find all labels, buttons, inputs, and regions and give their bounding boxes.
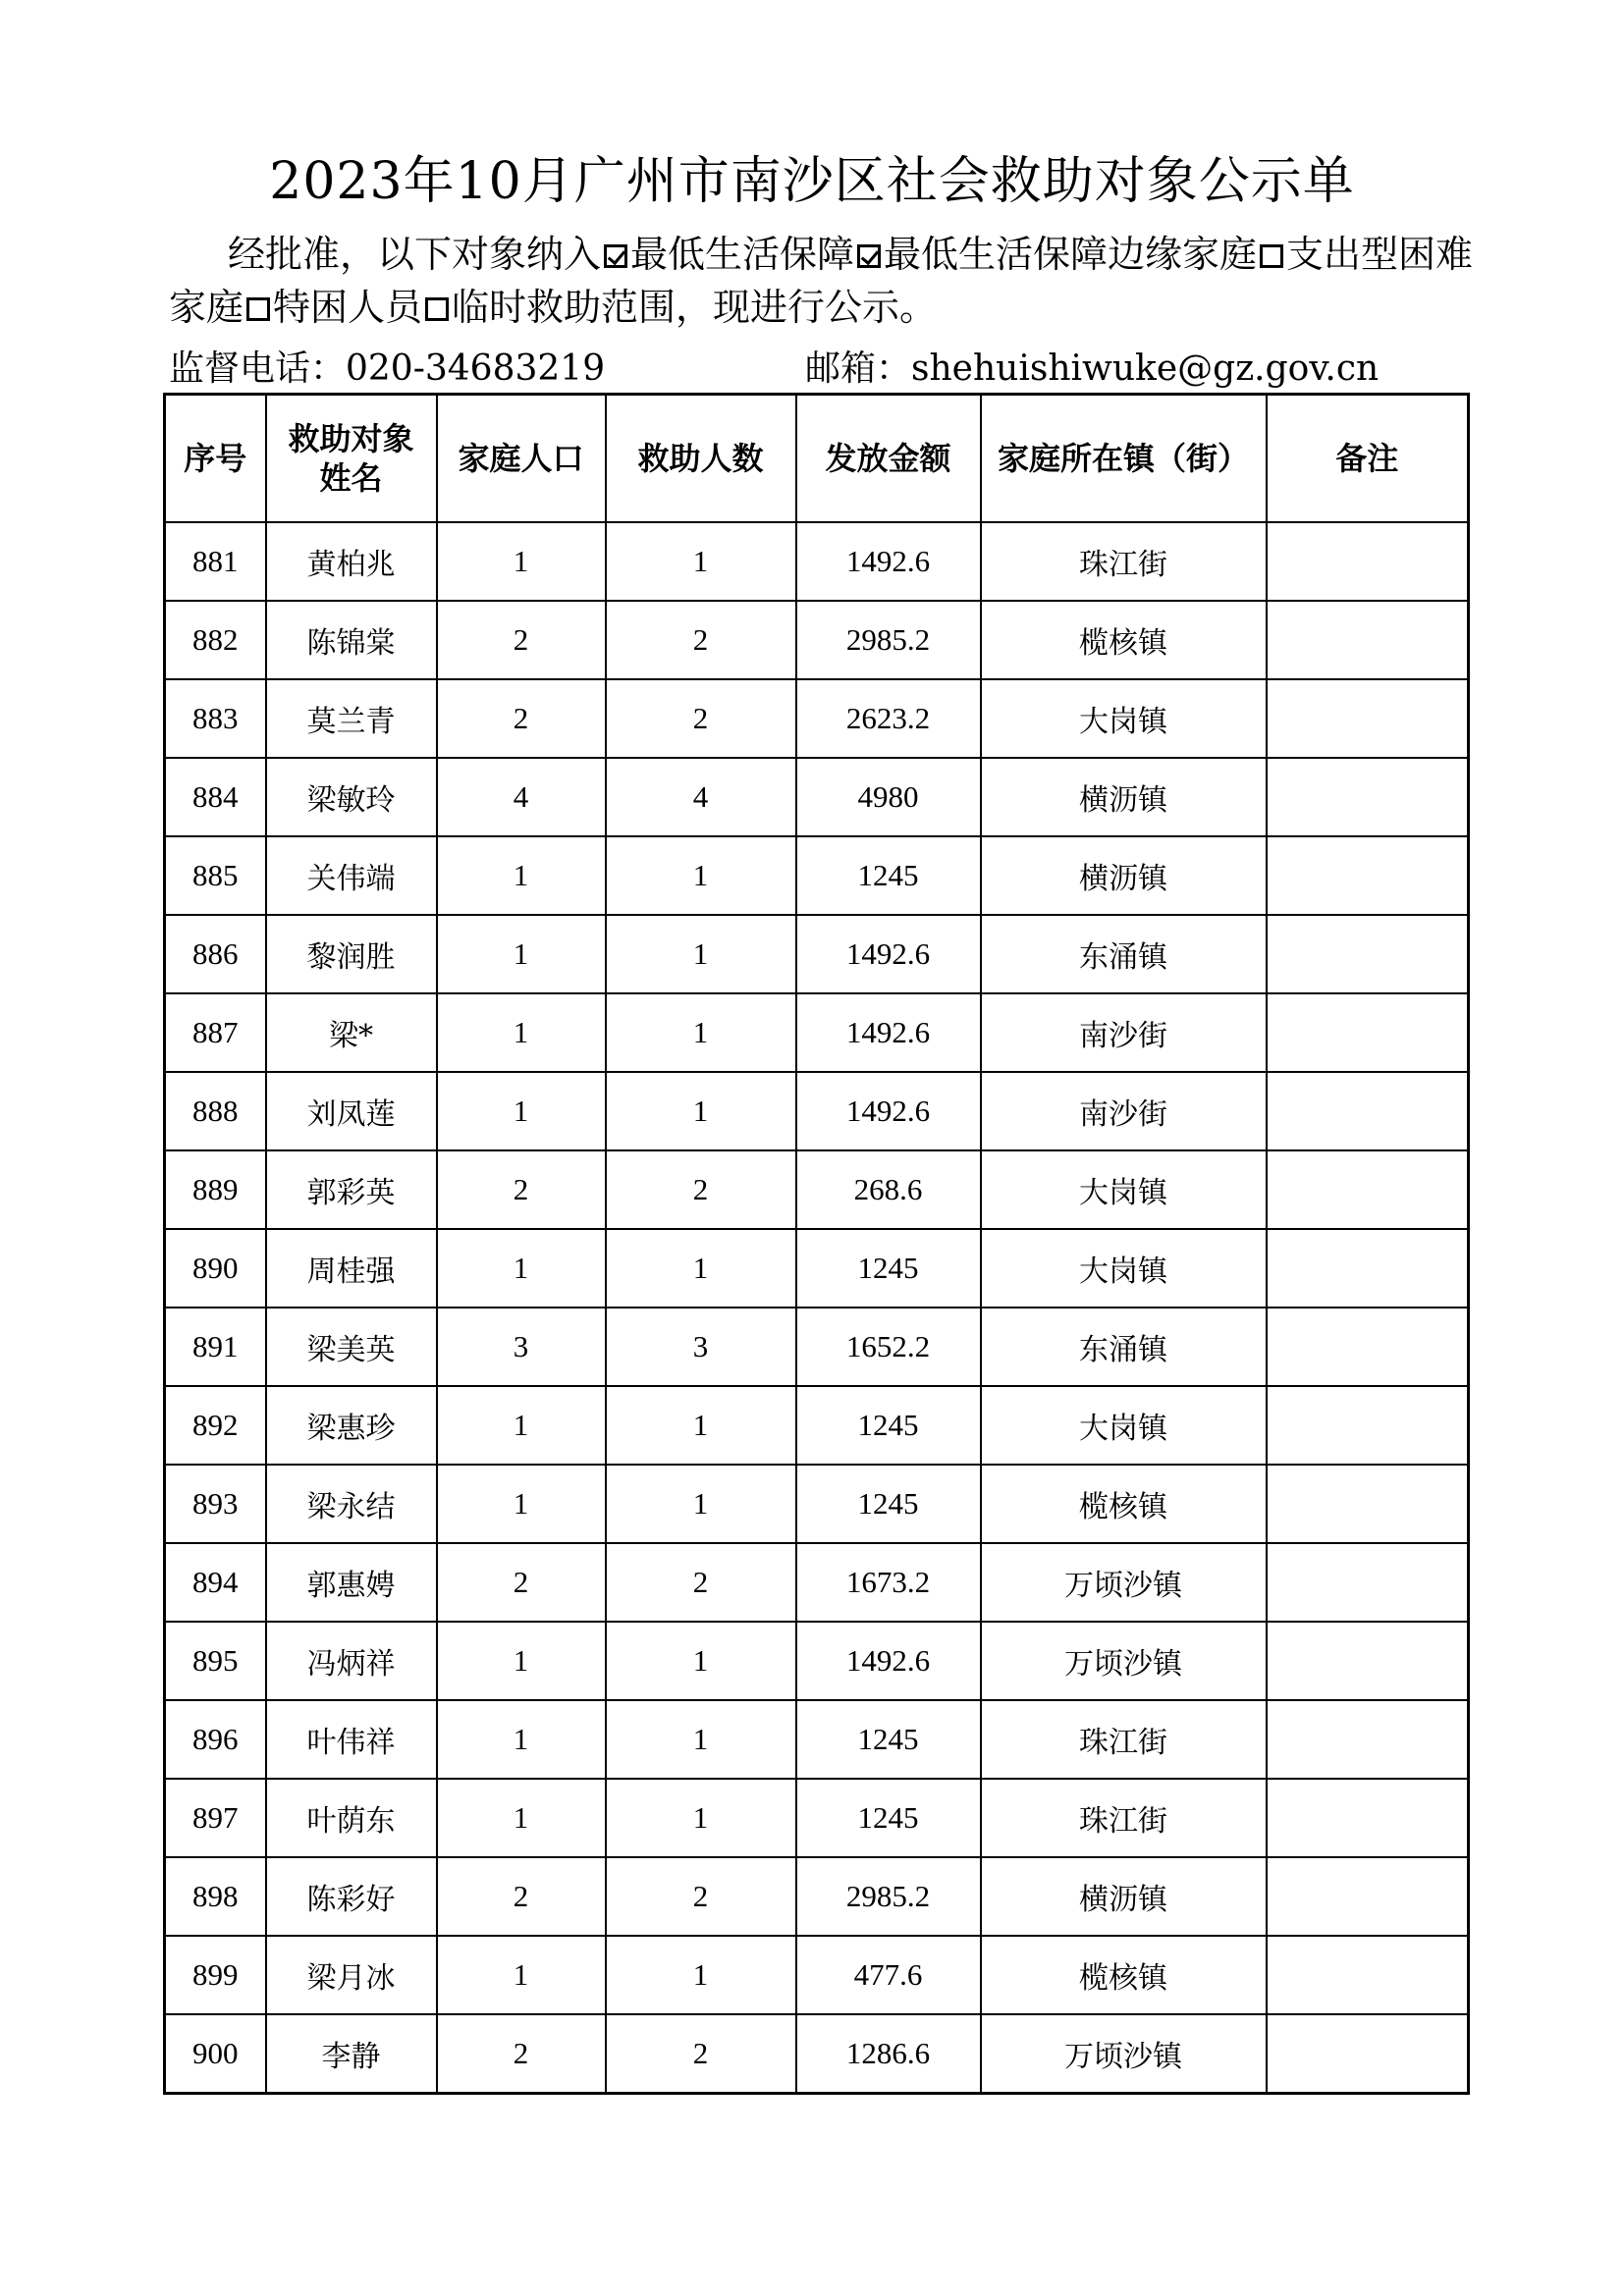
town-cell: 万顷沙镇 (981, 1622, 1267, 1700)
name-cell: 黎润胜 (266, 915, 437, 993)
remarks-cell (1267, 601, 1469, 679)
amount-cell: 1492.6 (796, 1072, 981, 1150)
col-header-name-text: 救助对象姓名 (288, 420, 414, 497)
name-cell: 叶伟祥 (266, 1700, 437, 1779)
town-cell: 南沙街 (981, 993, 1267, 1072)
amount-cell: 4980 (796, 758, 981, 836)
aided-count-cell: 2 (606, 679, 796, 758)
remarks-cell (1267, 522, 1469, 601)
household-size-cell: 2 (437, 679, 606, 758)
town-cell: 大岗镇 (981, 1386, 1267, 1465)
aided-count-cell: 1 (606, 1936, 796, 2014)
serial-cell: 891 (165, 1308, 266, 1386)
remarks-cell (1267, 679, 1469, 758)
town-cell: 榄核镇 (981, 601, 1267, 679)
option-label: 最低生活保障边缘家庭 (884, 233, 1258, 276)
household-size-cell: 2 (437, 1150, 606, 1229)
town-cell: 大岗镇 (981, 679, 1267, 758)
table-row (165, 1857, 1469, 1936)
town-cell: 大岗镇 (981, 1150, 1267, 1229)
household-size-cell: 1 (437, 1779, 606, 1857)
table-row (165, 679, 1469, 758)
amount-cell: 1245 (796, 1700, 981, 1779)
household-size-cell: 2 (437, 1543, 606, 1622)
name-cell: 梁敏玲 (266, 758, 437, 836)
serial-cell: 887 (165, 993, 266, 1072)
amount-cell: 1245 (796, 1779, 981, 1857)
town-cell: 珠江街 (981, 522, 1267, 601)
name-cell: 李静 (266, 2014, 437, 2094)
remarks-cell (1267, 1543, 1469, 1622)
aided-count-cell: 1 (606, 1072, 796, 1150)
table-row (165, 1465, 1469, 1543)
town-cell: 横沥镇 (981, 758, 1267, 836)
serial-cell: 892 (165, 1386, 266, 1465)
col-header-name (266, 395, 437, 523)
amount-cell: 1286.6 (796, 2014, 981, 2094)
name-cell: 陈锦棠 (266, 601, 437, 679)
checked-checkbox-icon (604, 244, 627, 268)
table-row (165, 2014, 1469, 2094)
household-size-cell: 1 (437, 836, 606, 915)
amount-cell: 477.6 (796, 1936, 981, 2014)
household-size-cell: 2 (437, 2014, 606, 2094)
table-row (165, 1150, 1469, 1229)
name-cell: 郭惠娉 (266, 1543, 437, 1622)
remarks-cell (1267, 1700, 1469, 1779)
remarks-cell (1267, 1622, 1469, 1700)
household-size-cell: 4 (437, 758, 606, 836)
serial-cell: 894 (165, 1543, 266, 1622)
name-cell: 梁惠珍 (266, 1386, 437, 1465)
table-row (165, 1229, 1469, 1308)
town-cell: 东涌镇 (981, 1308, 1267, 1386)
col-header-amount: 发放金额 (796, 395, 981, 523)
name-cell: 关伟端 (266, 836, 437, 915)
amount-cell: 1492.6 (796, 522, 981, 601)
option-label: 支出型困难家庭 (169, 233, 1474, 329)
town-cell: 横沥镇 (981, 1857, 1267, 1936)
name-cell: 叶荫东 (266, 1779, 437, 1857)
unchecked-checkbox-icon (425, 297, 449, 321)
aided-count-cell: 2 (606, 2014, 796, 2094)
remarks-cell (1267, 758, 1469, 836)
aided-count-cell: 2 (606, 601, 796, 679)
table-row (165, 915, 1469, 993)
household-size-cell: 2 (437, 1857, 606, 1936)
table-row (165, 601, 1469, 679)
col-header-aided-count: 救助人数 (606, 395, 796, 523)
town-cell: 横沥镇 (981, 836, 1267, 915)
town-cell: 万顷沙镇 (981, 2014, 1267, 2094)
aided-count-cell: 1 (606, 1779, 796, 1857)
serial-cell: 893 (165, 1465, 266, 1543)
table-row (165, 993, 1469, 1072)
name-cell: 刘凤莲 (266, 1072, 437, 1150)
amount-cell: 1652.2 (796, 1308, 981, 1386)
household-size-cell: 1 (437, 993, 606, 1072)
remarks-cell (1267, 1072, 1469, 1150)
aided-count-cell: 3 (606, 1308, 796, 1386)
name-cell: 莫兰青 (266, 679, 437, 758)
aided-count-cell: 1 (606, 836, 796, 915)
town-cell: 榄核镇 (981, 1936, 1267, 2014)
amount-cell: 1492.6 (796, 1622, 981, 1700)
amount-cell: 1245 (796, 1229, 981, 1308)
amount-cell: 1673.2 (796, 1543, 981, 1622)
name-cell: 陈彩好 (266, 1857, 437, 1936)
intro-tail: 范围，现进行公示。 (601, 286, 938, 329)
col-header-town: 家庭所在镇（街） (981, 395, 1267, 523)
table-row (165, 522, 1469, 601)
remarks-cell (1267, 1779, 1469, 1857)
table-row (165, 1072, 1469, 1150)
remarks-cell (1267, 1857, 1469, 1936)
table-row (165, 758, 1469, 836)
supervision-phone: 监督电话：020-34683219 (169, 348, 606, 389)
contact-email: 邮箱：shehuishiwuke@gz.gov.cn (805, 348, 1380, 389)
town-cell: 东涌镇 (981, 915, 1267, 993)
household-size-cell: 2 (437, 601, 606, 679)
town-cell: 万顷沙镇 (981, 1543, 1267, 1622)
aided-count-cell: 1 (606, 1229, 796, 1308)
serial-cell: 885 (165, 836, 266, 915)
serial-cell: 883 (165, 679, 266, 758)
remarks-cell (1267, 1386, 1469, 1465)
amount-cell: 1245 (796, 1386, 981, 1465)
amount-cell: 1492.6 (796, 993, 981, 1072)
table-row (165, 1779, 1469, 1857)
name-cell: 梁美英 (266, 1308, 437, 1386)
serial-cell: 895 (165, 1622, 266, 1700)
table-row (165, 1936, 1469, 2014)
aided-count-cell: 4 (606, 758, 796, 836)
assistance-table (163, 393, 1470, 2095)
remarks-cell (1267, 993, 1469, 1072)
col-header-serial: 序号 (165, 395, 266, 523)
table-row (165, 1543, 1469, 1622)
amount-cell: 1245 (796, 1465, 981, 1543)
amount-cell: 2985.2 (796, 1857, 981, 1936)
household-size-cell: 3 (437, 1308, 606, 1386)
serial-cell: 899 (165, 1936, 266, 2014)
aided-count-cell: 1 (606, 522, 796, 601)
table-row (165, 1700, 1469, 1779)
serial-cell: 881 (165, 522, 266, 601)
aided-count-cell: 2 (606, 1150, 796, 1229)
household-size-cell: 1 (437, 522, 606, 601)
table-row (165, 836, 1469, 915)
amount-cell: 2623.2 (796, 679, 981, 758)
town-cell: 榄核镇 (981, 1465, 1267, 1543)
name-cell: 郭彩英 (266, 1150, 437, 1229)
remarks-cell (1267, 915, 1469, 993)
serial-cell: 890 (165, 1229, 266, 1308)
checked-checkbox-icon (857, 244, 881, 268)
option-label: 临时救助 (452, 286, 602, 329)
name-cell: 梁月冰 (266, 1936, 437, 2014)
table-row (165, 1386, 1469, 1465)
town-cell: 珠江街 (981, 1779, 1267, 1857)
serial-cell: 886 (165, 915, 266, 993)
household-size-cell: 1 (437, 1622, 606, 1700)
remarks-cell (1267, 1465, 1469, 1543)
remarks-cell (1267, 1308, 1469, 1386)
option-label: 最低生活保障 (630, 233, 855, 276)
household-size-cell: 1 (437, 1936, 606, 2014)
household-size-cell: 1 (437, 1229, 606, 1308)
serial-cell: 889 (165, 1150, 266, 1229)
table-body (165, 522, 1469, 2094)
name-cell: 冯炳祥 (266, 1622, 437, 1700)
serial-cell: 882 (165, 601, 266, 679)
amount-cell: 1492.6 (796, 915, 981, 993)
household-size-cell: 1 (437, 915, 606, 993)
household-size-cell: 1 (437, 1072, 606, 1150)
town-cell: 大岗镇 (981, 1229, 1267, 1308)
amount-cell: 1245 (796, 836, 981, 915)
aided-count-cell: 2 (606, 1543, 796, 1622)
aided-count-cell: 1 (606, 993, 796, 1072)
intro-paragraph (169, 228, 1475, 334)
household-size-cell: 1 (437, 1700, 606, 1779)
household-size-cell: 1 (437, 1465, 606, 1543)
amount-cell: 2985.2 (796, 601, 981, 679)
intro-lead: 经批准，以下对象纳入 (228, 233, 602, 276)
aided-count-cell: 1 (606, 1465, 796, 1543)
col-header-household-size: 家庭人口 (437, 395, 606, 523)
page-title: 2023年10月广州市南沙区社会救助对象公示单 (269, 152, 1355, 211)
serial-cell: 884 (165, 758, 266, 836)
option-label: 特困人员 (273, 286, 423, 329)
table-header-row (165, 395, 1469, 523)
unchecked-checkbox-icon (246, 297, 270, 321)
aided-count-cell: 1 (606, 915, 796, 993)
remarks-cell (1267, 1150, 1469, 1229)
serial-cell: 898 (165, 1857, 266, 1936)
table-row (165, 1308, 1469, 1386)
name-cell: 周桂强 (266, 1229, 437, 1308)
unchecked-checkbox-icon (1260, 244, 1283, 268)
town-cell: 珠江街 (981, 1700, 1267, 1779)
aided-count-cell: 2 (606, 1857, 796, 1936)
aided-count-cell: 1 (606, 1622, 796, 1700)
serial-cell: 897 (165, 1779, 266, 1857)
name-cell: 梁永结 (266, 1465, 437, 1543)
name-cell: 梁* (266, 993, 437, 1072)
serial-cell: 888 (165, 1072, 266, 1150)
table-row (165, 1622, 1469, 1700)
aided-count-cell: 1 (606, 1700, 796, 1779)
remarks-cell (1267, 1936, 1469, 2014)
remarks-cell (1267, 1229, 1469, 1308)
serial-cell: 896 (165, 1700, 266, 1779)
town-cell: 南沙街 (981, 1072, 1267, 1150)
serial-cell: 900 (165, 2014, 266, 2094)
remarks-cell (1267, 836, 1469, 915)
name-cell: 黄柏兆 (266, 522, 437, 601)
household-size-cell: 1 (437, 1386, 606, 1465)
aided-count-cell: 1 (606, 1386, 796, 1465)
col-header-remarks: 备注 (1267, 395, 1469, 523)
amount-cell: 268.6 (796, 1150, 981, 1229)
remarks-cell (1267, 2014, 1469, 2094)
